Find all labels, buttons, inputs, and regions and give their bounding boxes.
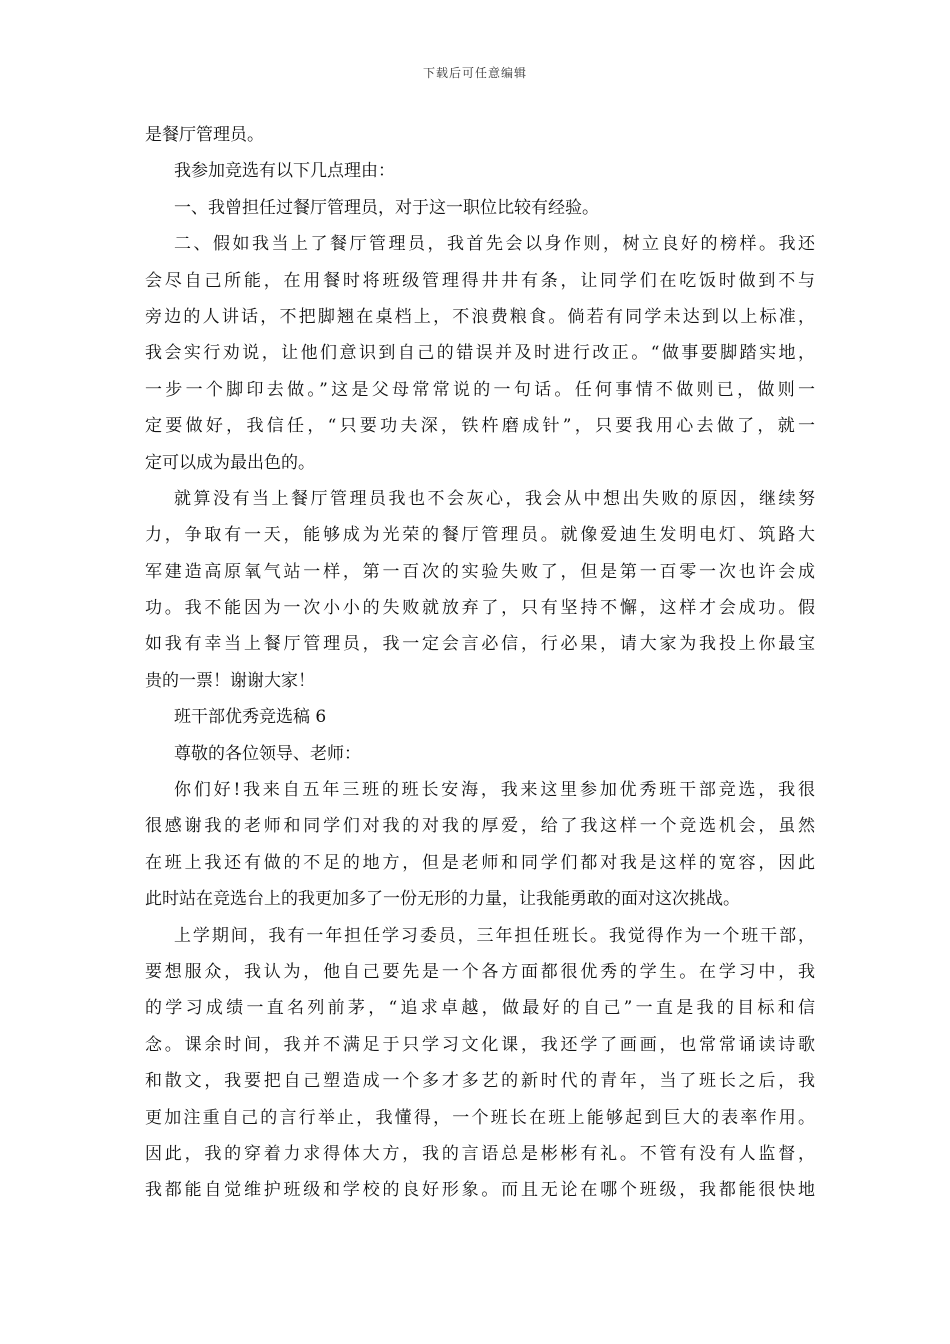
text-line: 很感谢我的老师和同学们对我的对我的厚爱，给了我这样一个竞选机会，虽然: [145, 816, 815, 837]
document-body: [145, 117, 815, 1209]
text-line: 要想服众，我认为，他自己要先是一个各方面都很优秀的学生。在学习中，我: [145, 961, 815, 982]
text-line: 定要做好，我信任，“只要功夫深，铁杵磨成针”，只要我用心去做了，就一: [145, 416, 815, 437]
text-line: 上学期间，我有一年担任学习委员，三年担任班长。我觉得作为一个班干部，: [174, 925, 815, 946]
text-line: 军建造高原氧气站一样，第一百次的实验失败了，但是第一百零一次也许会成: [145, 561, 815, 582]
text-line: 我参加竞选有以下几点理由：: [174, 161, 395, 182]
page-header: 下载后可任意编辑: [422, 66, 527, 80]
text-line: 功。我不能因为一次小小的失败就放弃了，只有坚持不懈，这样才会成功。假: [145, 598, 815, 619]
text-line: 一、我曾担任过餐厅管理员，对于这一职位比较有经验。: [174, 197, 599, 218]
text-line: 是餐厅管理员。: [145, 125, 264, 145]
text-line: 你们好!我来自五年三班的班长安海，我来这里参加优秀班干部竞选，我很: [174, 780, 815, 801]
text-line: 就算没有当上餐厅管理员我也不会灰心，我会从中想出失败的原因，继续努: [174, 488, 815, 509]
text-line: 和散文，我要把自己塑造成一个多才多艺的新时代的青年，当了班长之后，我: [145, 1071, 815, 1092]
text-line: 力，争取有一天，能够成为光荣的餐厅管理员。就像爱迪生发明电灯、筑路大: [145, 525, 815, 546]
text-line: 二、假如我当上了餐厅管理员，我首先会以身作则，树立良好的榜样。我还: [174, 234, 815, 255]
text-line: 如我有幸当上餐厅管理员，我一定会言必信，行必果，请大家为我投上你最宝: [145, 634, 815, 655]
text-line: 因此，我的穿着力求得体大方，我的言语总是彬彬有礼。不管有没有人监督，: [145, 1143, 815, 1164]
text-line: 旁边的人讲话，不把脚翘在桌档上，不浪费粮食。倘若有同学未达到以上标准，: [145, 306, 815, 327]
text-line: 会尽自己所能，在用餐时将班级管理得井井有条，让同学们在吃饭时做到不与: [145, 270, 815, 291]
text-line: 更加注重自己的言行举止，我懂得，一个班长在班上能够起到巨大的表率作用。: [145, 1107, 815, 1128]
text-line: 此时站在竞选台上的我更加多了一份无形的力量，让我能勇敢的面对这次挑战。: [145, 889, 740, 910]
text-line: 尊敬的各位领导、老师：: [174, 743, 361, 764]
text-line: 我都能自觉维护班级和学校的良好形象。而且无论在哪个班级，我都能很快地: [145, 1180, 815, 1201]
text-line: 定可以成为最出色的。: [145, 452, 315, 473]
text-line: 班干部优秀竞选稿 6: [174, 707, 327, 728]
text-line: 念。课余时间，我并不满足于只学习文化课，我还学了画画，也常常诵读诗歌: [145, 1034, 815, 1055]
text-line: 贵的一票！谢谢大家！: [145, 670, 315, 691]
text-line: 在班上我还有做的不足的地方，但是老师和同学们都对我是这样的宽容，因此: [145, 852, 815, 873]
text-line: 我会实行劝说，让他们意识到自己的错误并及时进行改正。“做事要脚踏实地，: [145, 343, 815, 364]
text-line: 一步一个脚印去做。”这是父母常常说的一句话。任何事情不做则已，做则一: [145, 379, 815, 400]
text-line: 的学习成绩一直名列前茅，“追求卓越，做最好的自己”一直是我的目标和信: [145, 998, 815, 1019]
